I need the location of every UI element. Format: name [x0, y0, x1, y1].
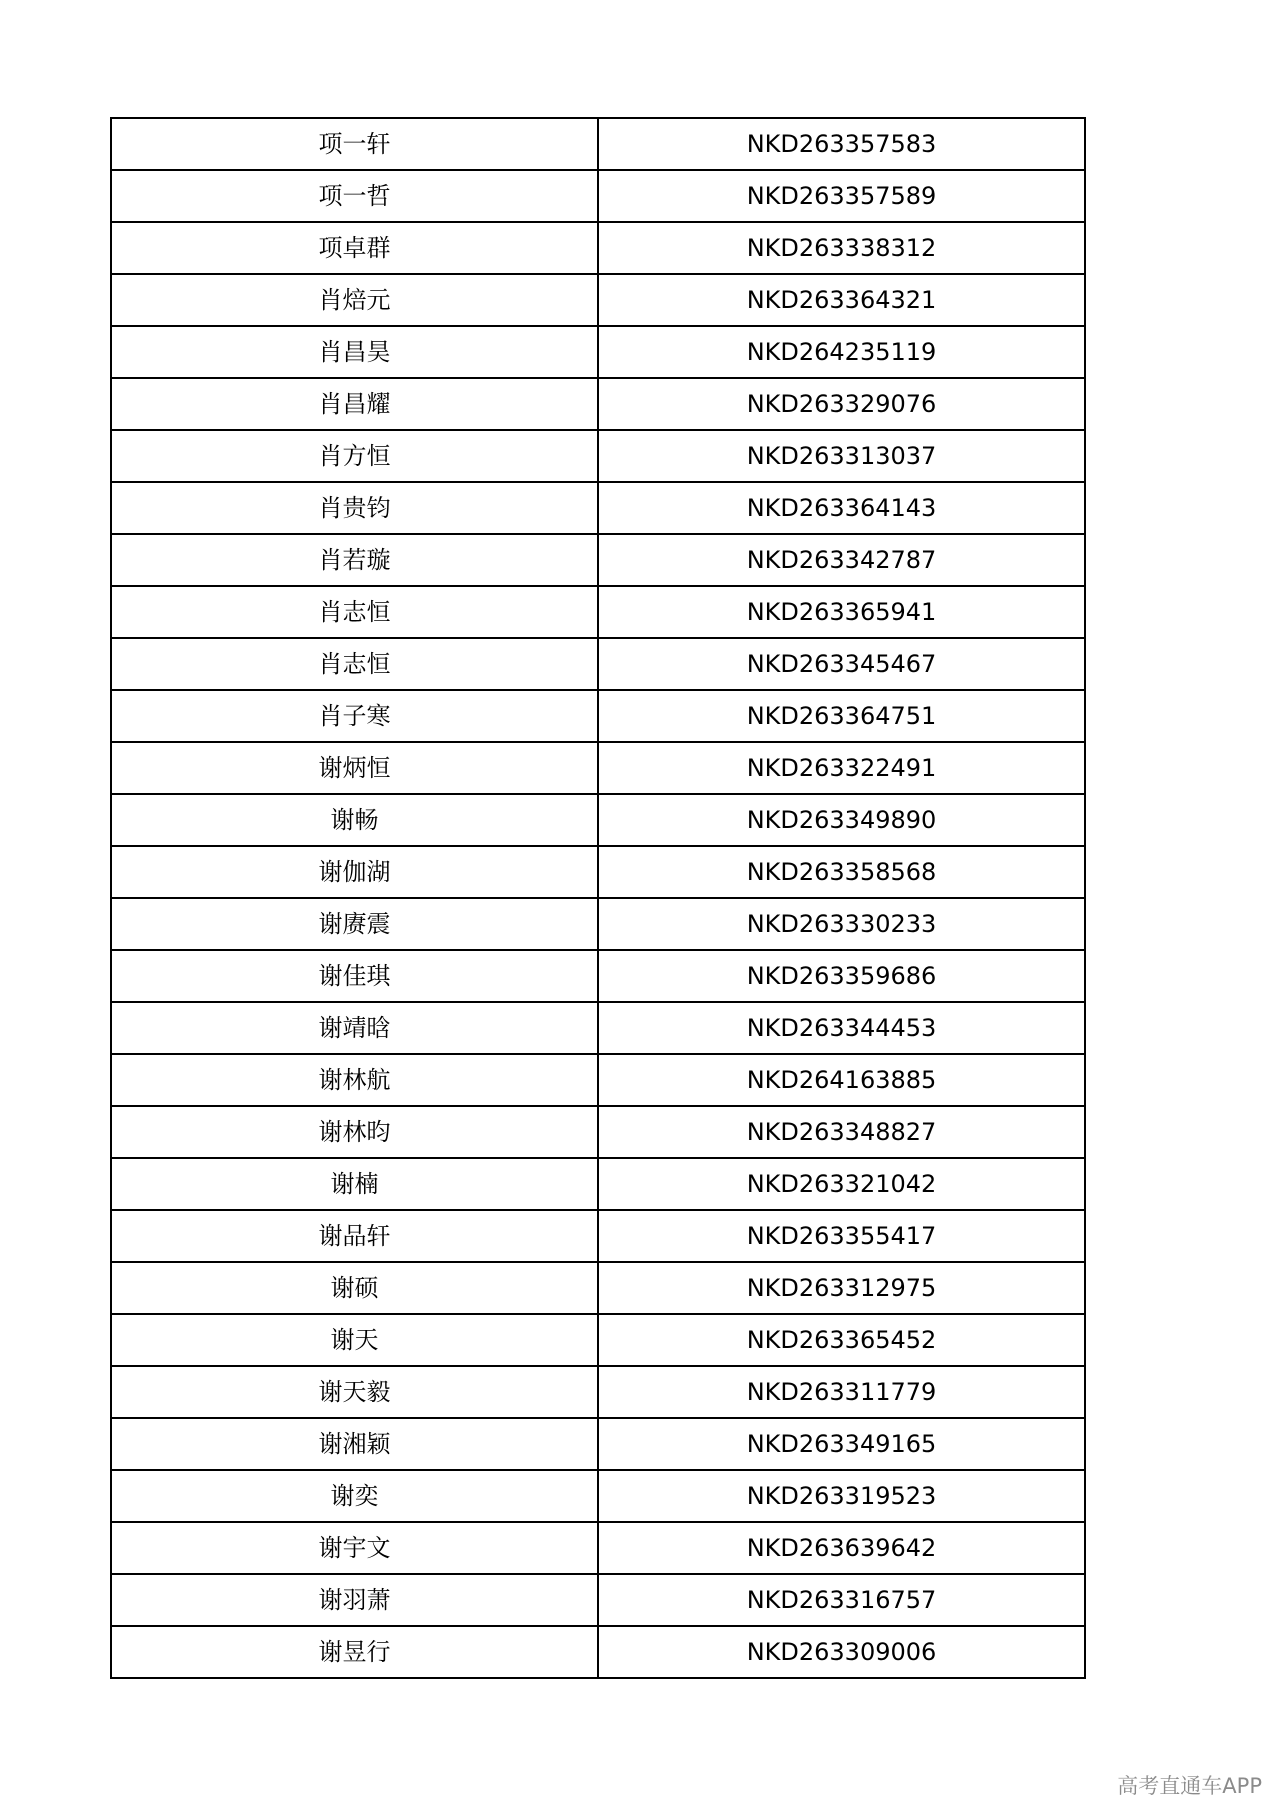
table-row: [111, 430, 1085, 482]
table-row: [111, 1106, 1085, 1158]
name-cell: 谢炳恒: [111, 742, 598, 794]
id-cell: NKD263349890: [598, 794, 1085, 846]
name-cell: 谢昱行: [111, 1626, 598, 1678]
name-cell: 谢林昀: [111, 1106, 598, 1158]
id-cell: NKD264163885: [598, 1054, 1085, 1106]
id-cell: NKD264235119: [598, 326, 1085, 378]
name-cell: 项卓群: [111, 222, 598, 274]
id-cell: NKD263345467: [598, 638, 1085, 690]
name-id-table: [110, 117, 1086, 1679]
id-cell: NKD263329076: [598, 378, 1085, 430]
name-cell: 谢佳琪: [111, 950, 598, 1002]
table-row: [111, 742, 1085, 794]
table-row: [111, 1470, 1085, 1522]
table-row: [111, 1626, 1085, 1678]
name-cell: 项一轩: [111, 118, 598, 170]
table-row: [111, 326, 1085, 378]
name-cell: 谢伽湖: [111, 846, 598, 898]
name-cell: 肖志恒: [111, 638, 598, 690]
table-row: [111, 1574, 1085, 1626]
table-row: [111, 1002, 1085, 1054]
table-row: [111, 1210, 1085, 1262]
id-cell: NKD263355417: [598, 1210, 1085, 1262]
watermark-text: 高考直通车APP: [1117, 1774, 1262, 1798]
id-cell: NKD263338312: [598, 222, 1085, 274]
name-cell: 谢赓震: [111, 898, 598, 950]
table-row: [111, 950, 1085, 1002]
name-cell: 肖方恒: [111, 430, 598, 482]
id-cell: NKD263365452: [598, 1314, 1085, 1366]
name-cell: 肖焙元: [111, 274, 598, 326]
name-cell: 谢羽萧: [111, 1574, 598, 1626]
table-row: [111, 118, 1085, 170]
id-cell: NKD263357583: [598, 118, 1085, 170]
name-cell: 谢天: [111, 1314, 598, 1366]
table-row: [111, 1158, 1085, 1210]
table-row: [111, 1418, 1085, 1470]
table-row: [111, 1054, 1085, 1106]
id-cell: NKD263364751: [598, 690, 1085, 742]
id-cell: NKD263312975: [598, 1262, 1085, 1314]
name-cell: 肖贵钧: [111, 482, 598, 534]
id-cell: NKD263357589: [598, 170, 1085, 222]
table-row: [111, 846, 1085, 898]
id-cell: NKD263364321: [598, 274, 1085, 326]
id-cell: NKD263639642: [598, 1522, 1085, 1574]
name-cell: 谢天毅: [111, 1366, 598, 1418]
id-cell: NKD263309006: [598, 1626, 1085, 1678]
table-row: [111, 690, 1085, 742]
table-row: [111, 1522, 1085, 1574]
name-cell: 肖若璇: [111, 534, 598, 586]
table-row: [111, 170, 1085, 222]
name-cell: 谢湘颖: [111, 1418, 598, 1470]
id-cell: NKD263365941: [598, 586, 1085, 638]
table-row: [111, 1262, 1085, 1314]
id-cell: NKD263321042: [598, 1158, 1085, 1210]
id-cell: NKD263359686: [598, 950, 1085, 1002]
table-row: [111, 482, 1085, 534]
table-row: [111, 378, 1085, 430]
table-body: [111, 118, 1085, 1678]
name-cell: 谢林航: [111, 1054, 598, 1106]
id-cell: NKD263342787: [598, 534, 1085, 586]
table-row: [111, 534, 1085, 586]
name-cell: 谢品轩: [111, 1210, 598, 1262]
table-row: [111, 1314, 1085, 1366]
id-cell: NKD263358568: [598, 846, 1085, 898]
id-cell: NKD263348827: [598, 1106, 1085, 1158]
name-cell: 肖子寒: [111, 690, 598, 742]
id-cell: NKD263311779: [598, 1366, 1085, 1418]
table-row: [111, 794, 1085, 846]
name-cell: 肖昌昊: [111, 326, 598, 378]
name-cell: 谢畅: [111, 794, 598, 846]
name-cell: 谢楠: [111, 1158, 598, 1210]
name-cell: 肖志恒: [111, 586, 598, 638]
name-cell: 谢宇文: [111, 1522, 598, 1574]
id-cell: NKD263322491: [598, 742, 1085, 794]
table-row: [111, 638, 1085, 690]
table-row: [111, 586, 1085, 638]
id-cell: NKD263344453: [598, 1002, 1085, 1054]
table-row: [111, 222, 1085, 274]
table-row: [111, 274, 1085, 326]
name-cell: 谢靖晗: [111, 1002, 598, 1054]
id-cell: NKD263349165: [598, 1418, 1085, 1470]
name-cell: 肖昌耀: [111, 378, 598, 430]
id-cell: NKD263364143: [598, 482, 1085, 534]
name-cell: 谢硕: [111, 1262, 598, 1314]
name-cell: 项一哲: [111, 170, 598, 222]
id-cell: NKD263319523: [598, 1470, 1085, 1522]
table-row: [111, 1366, 1085, 1418]
id-cell: NKD263330233: [598, 898, 1085, 950]
table-row: [111, 898, 1085, 950]
id-cell: NKD263316757: [598, 1574, 1085, 1626]
id-cell: NKD263313037: [598, 430, 1085, 482]
name-cell: 谢奕: [111, 1470, 598, 1522]
